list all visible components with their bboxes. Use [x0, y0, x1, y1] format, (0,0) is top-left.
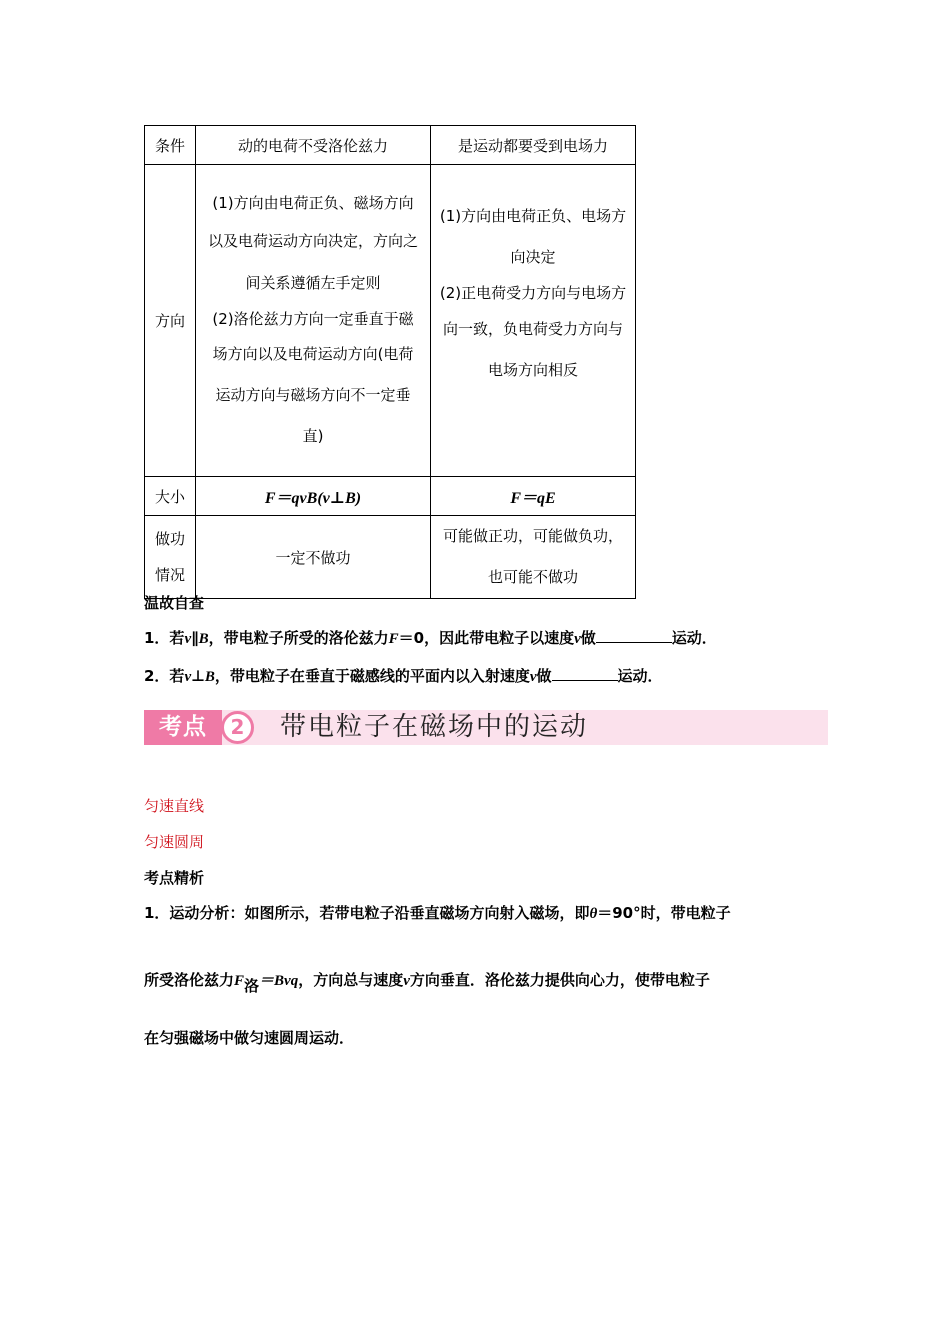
direction-magnetic-cell — [196, 165, 431, 477]
direction-magnetic-line: 直) — [302, 426, 324, 445]
analysis-heading: 考点精析 — [144, 869, 205, 887]
direction-magnetic-line: 间关系遵循左手定则 — [245, 273, 381, 292]
analysis-f: F — [234, 973, 245, 989]
header-cell-condition: 条件 — [145, 126, 196, 165]
table-header-row — [145, 126, 636, 165]
analysis-text: 所受洛伦兹力 — [144, 971, 235, 989]
header-cell-electric: 是运动都要受到电场力 — [431, 126, 636, 165]
direction-electric-line: 向决定 — [510, 248, 556, 266]
direction-electric-cell — [431, 165, 636, 477]
q1-v: v — [184, 631, 192, 647]
work-magnetic: 一定不做功 — [196, 516, 431, 599]
work-label-line: 做功 — [154, 530, 185, 548]
banner-tag: 考点 — [144, 710, 222, 745]
work-electric-line: 可能做正功，可能做负功， — [442, 527, 623, 545]
direction-electric-line: 向一致，负电荷受力方向与 — [442, 320, 623, 338]
analysis-text: ＝90°时，带电粒子 — [597, 904, 731, 922]
q1-b: B — [198, 631, 209, 647]
q1-suffix: 运动． — [671, 629, 717, 647]
analysis-formula: ＝Bvq — [259, 973, 299, 989]
analysis-text: 方向垂直．洛伦兹力提供向心力，使带电粒子 — [409, 971, 710, 989]
analysis-line-3: 在匀强磁场中做匀速圆周运动． — [144, 1029, 355, 1047]
analysis-f-subscript: 洛 — [244, 977, 260, 995]
q2-do: 做 — [536, 667, 552, 685]
q1-f: F — [388, 631, 399, 647]
direction-electric-line: (2)正电荷受力方向与电场方 — [439, 284, 627, 302]
banner-number-badge: 2 — [221, 711, 254, 744]
q1-blank[interactable] — [596, 628, 672, 643]
work-label-cell — [145, 516, 196, 599]
direction-magnetic-line: 运动方向与磁场方向不一定垂 — [215, 385, 411, 404]
work-electric-cell — [431, 516, 636, 599]
q2-v2: v — [529, 669, 537, 685]
q2-text: ，带电粒子在垂直于磁感线的平面内以入射速度 — [214, 667, 530, 685]
review-question-2 — [144, 665, 663, 686]
size-electric-formula: F＝qE — [431, 477, 636, 516]
section-banner — [144, 710, 828, 745]
q1-text: ，带电粒子所受的洛伦兹力 — [208, 629, 389, 647]
size-magnetic-formula: F＝qvB(v⊥B) — [196, 477, 431, 516]
header-cell-magnetic: 动的电荷不受洛伦兹力 — [196, 126, 431, 165]
q2-suffix: 运动． — [617, 667, 663, 685]
q1-do: 做 — [580, 629, 596, 647]
review-heading: 温故自查 — [144, 594, 205, 612]
analysis-line-1 — [144, 902, 731, 923]
q2-blank[interactable] — [552, 666, 618, 681]
q1-v2: v — [574, 631, 581, 647]
analysis-line-2 — [144, 969, 710, 995]
table-row-direction — [145, 165, 636, 477]
analysis-text: ，方向总与速度 — [298, 971, 404, 989]
analysis-text: 1．运动分析：如图所示，若带电粒子沿垂直磁场方向射入磁场，即 — [144, 904, 590, 922]
direction-electric-line: (1)方向由电荷正负、电场方 — [439, 207, 627, 225]
table-row-work — [145, 516, 636, 599]
review-question-1 — [144, 627, 717, 648]
work-electric-line: 也可能不做功 — [487, 568, 578, 586]
direction-magnetic-line: 场方向以及电荷运动方向(电荷 — [212, 344, 414, 363]
q2-v: v — [184, 669, 192, 685]
analysis-v: v — [403, 973, 410, 989]
work-label-line: 情况 — [154, 566, 185, 584]
q2-perp: ⊥ — [191, 667, 205, 685]
direction-label: 方向 — [145, 165, 196, 477]
q2-prefix: 2．若 — [144, 667, 185, 685]
direction-electric-line: 电场方向相反 — [487, 361, 578, 379]
q1-text-2: ＝0，因此带电粒子以速度 — [398, 629, 575, 647]
q1-prefix: 1．若 — [144, 629, 185, 647]
table-row-size — [145, 477, 636, 516]
q1-parallel: ∥ — [191, 629, 199, 647]
direction-magnetic-line: (2)洛伦兹力方向一定垂直于磁 — [212, 309, 414, 328]
banner-title: 带电粒子在磁场中的运动 — [280, 712, 589, 742]
size-label: 大小 — [145, 477, 196, 516]
q2-b: B — [204, 669, 215, 685]
direction-magnetic-line: 以及电荷运动方向决定，方向之 — [207, 231, 418, 250]
comparison-table — [144, 125, 636, 599]
analysis-theta: θ — [589, 906, 598, 922]
answer-2: 匀速圆周 — [144, 833, 205, 851]
answer-1: 匀速直线 — [144, 797, 205, 815]
direction-magnetic-line: (1)方向由电荷正负、磁场方向 — [212, 193, 414, 212]
